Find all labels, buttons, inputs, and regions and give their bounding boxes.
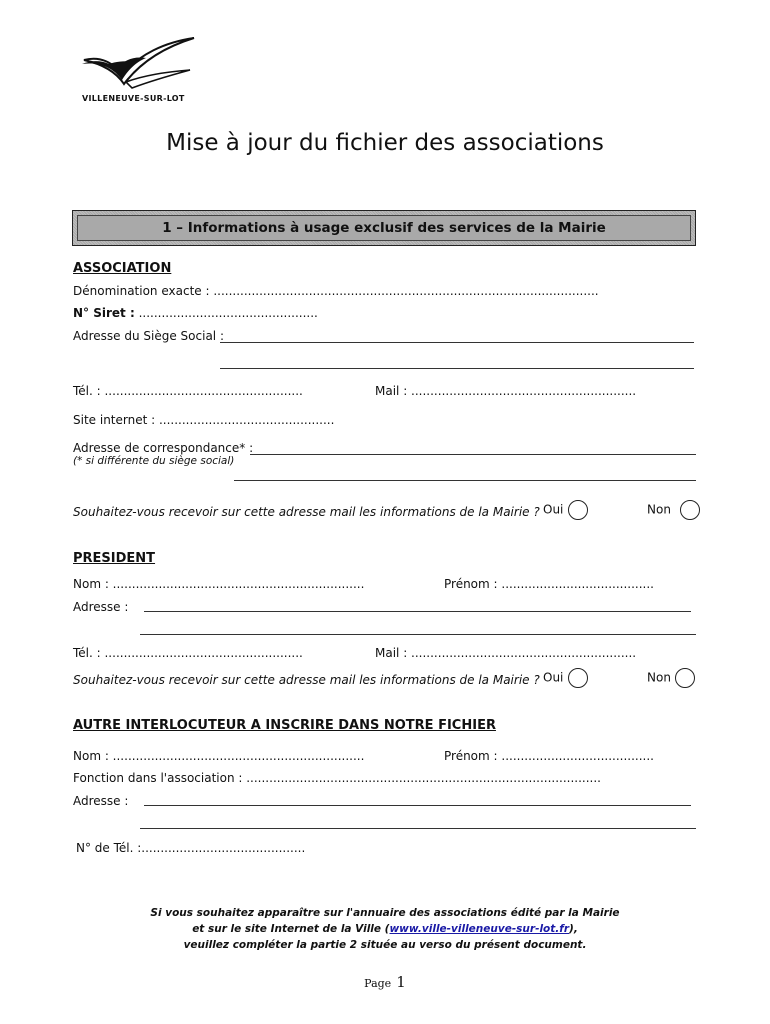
non-label: Non [647,502,671,517]
fonction-field[interactable]: Fonction dans l'association : ............................................................................................. [73,771,601,785]
association-non-option[interactable] [647,500,700,520]
siret-field[interactable] [73,306,318,320]
president-mail-question: Souhaitez-vous recevoir sur cette adresse mail les informations de la Mairie ? [73,673,540,687]
autre-adresse-line-2[interactable] [140,828,696,829]
autre-prenom-field[interactable]: Prénom : ........................................ [444,749,654,763]
non-label: Non [647,670,671,685]
president-nom-field[interactable]: Nom : .................................................................. [73,577,365,591]
president-mail-field[interactable]: Mail : ........................................................... [375,646,637,660]
association-mail-field[interactable]: Mail : ........................................................... [375,384,637,398]
siret-label: N° Siret : [73,306,135,320]
page-number: Page 1 [364,973,406,991]
autre-heading: AUTRE INTERLOCUTEUR A INSCRIRE DANS NOTRE FICHIER [73,718,496,733]
president-non-option[interactable] [647,668,695,688]
footer-note-line-2: et sur le site Internet de la Ville (www.ville-villeneuve-sur-lot.fr), [192,923,578,935]
president-heading: PRESIDENT [73,551,156,566]
section-banner [72,210,696,246]
president-oui-option[interactable] [543,668,588,688]
siret-dots: ............................................... [138,306,318,320]
association-oui-option[interactable] [543,500,588,520]
correspondance-line-2[interactable] [234,480,696,481]
president-adresse-line-2[interactable] [140,634,696,635]
president-non-radio[interactable] [675,668,695,688]
siege-line-2[interactable] [220,368,694,369]
logo-text: VILLENEUVE-SUR-LOT [82,94,185,103]
association-non-radio[interactable] [680,500,700,520]
autre-tel-field[interactable]: N° de Tél. :........................................... [76,841,306,855]
association-heading: ASSOCIATION [73,261,172,276]
correspondance-line-1[interactable] [250,454,696,455]
president-prenom-field[interactable]: Prénom : ........................................ [444,577,654,591]
section-banner-label: 1 – Informations à usage exclusif des services de la Mairie [162,220,606,236]
correspondance-note: (* si différente du siège social) [73,455,235,467]
oui-label: Oui [543,502,564,517]
president-oui-radio[interactable] [568,668,588,688]
autre-adresse-line-1[interactable] [144,805,691,806]
association-oui-radio[interactable] [568,500,588,520]
association-tel-field[interactable]: Tél. : .................................................... [73,384,303,398]
siege-line-1[interactable] [220,342,694,343]
page-title: Mise à jour du fichier des associations [166,130,604,156]
footer-note-line-3: veuillez compléter la partie 2 située au verso du présent document. [183,939,587,951]
siege-label: Adresse du Siège Social : [73,329,224,343]
president-tel-field[interactable]: Tél. : .................................................... [73,646,303,660]
correspondance-label: Adresse de correspondance* : [73,441,254,455]
site-internet-field[interactable]: Site internet : .............................................. [73,413,335,427]
president-adresse-label: Adresse : [73,600,129,614]
autre-nom-field[interactable]: Nom : .................................................................. [73,749,365,763]
website-link[interactable]: www.ville-villeneuve-sur-lot.fr [389,923,570,935]
association-mail-question: Souhaitez-vous recevoir sur cette adresse mail les informations de la Mairie ? [73,505,540,519]
president-adresse-line-1[interactable] [144,611,691,612]
oui-label: Oui [543,670,564,685]
footer-note-line-1: Si vous souhaitez apparaître sur l'annuaire des associations édité par la Mairie [150,907,620,919]
logo [78,36,198,108]
autre-adresse-label: Adresse : [73,794,129,808]
footer-note [0,905,770,953]
denomination-field[interactable]: Dénomination exacte : ..................................................................................................... [73,284,599,298]
bird-logo-icon [78,36,198,96]
